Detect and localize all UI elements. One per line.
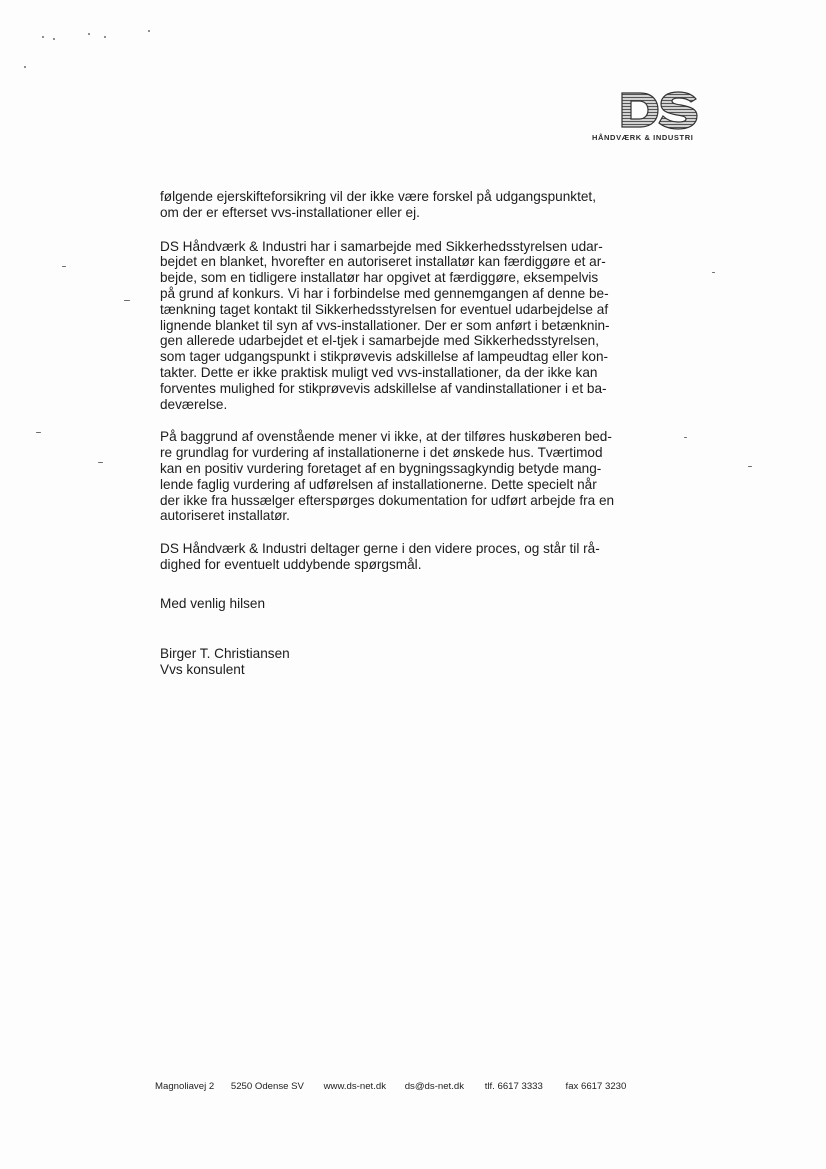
text-line: re grundlag for vurdering af installationerne i det ønskede hus. Tværtimod xyxy=(160,445,603,461)
scan-speck xyxy=(98,462,103,463)
signer-name: Birger T. Christiansen xyxy=(160,646,290,661)
text-line: På baggrund af ovenstående mener vi ikke, at der tilføres huskøberen bed- xyxy=(160,429,612,445)
text-line: gen allerede udarbejdet et el-tjek i samarbejde med Sikkerhedsstyrelsen, xyxy=(160,333,600,349)
scan-speck xyxy=(62,266,66,267)
text-line: autoriseret installatør. xyxy=(160,508,290,524)
text-line: DS Håndværk & Industri har i samarbejde med Sikkerhedsstyrelsen udar- xyxy=(160,238,603,254)
company-logo xyxy=(592,90,728,148)
text-line: tænkning taget kontakt til Sikkerhedsstyrelsen for eventuel udarbejdelse af xyxy=(160,301,609,317)
letter-footer xyxy=(155,1081,626,1092)
text-line: dighed for eventuelt uddybende spørgsmål. xyxy=(160,556,422,572)
scan-speck xyxy=(748,466,752,467)
footer-city: 5250 Odense SV xyxy=(230,1081,304,1092)
text-line: bejdet en blanket, hvorefter en autoriseret installatør kan færdiggøre et ar- xyxy=(160,254,606,270)
scan-speck xyxy=(124,300,130,301)
signer-title: Vvs konsulent xyxy=(160,662,245,677)
ds-logo-icon xyxy=(620,90,700,130)
text-line: forventes mulighed for stikprøvevis adskillelse af vandinstallationer i et ba- xyxy=(160,380,607,396)
text-line: om der er efterset vvs-installationer eller ej. xyxy=(160,204,420,220)
scan-speck xyxy=(712,272,715,273)
scan-speck xyxy=(24,66,26,68)
paragraph xyxy=(160,239,652,413)
text-line: kan en positiv vurdering foretaget af en bygningssagkyndig betyde mang- xyxy=(160,460,602,476)
footer-street: Magnoliavej 2 xyxy=(155,1081,215,1092)
text-line: lignende blanket til syn af vvs-installationer. Der er som anført i betænknin- xyxy=(160,317,610,333)
footer-website: www.ds-net.dk xyxy=(323,1081,387,1092)
paragraph xyxy=(160,429,652,524)
scan-speck xyxy=(148,30,150,32)
paragraph xyxy=(160,189,652,221)
text-line: DS Håndværk & Industri deltager gerne i den videre proces, og står til rå- xyxy=(160,541,600,557)
text-line: deværelse. xyxy=(160,396,228,412)
text-line: på grund af konkurs. Vi har i forbindelse med gennemgangen af denne be- xyxy=(160,285,609,301)
text-line: der ikke fra hussælger efterspørges dokumentation for udført arbejde fra en xyxy=(160,492,615,508)
paragraph xyxy=(160,541,652,573)
text-line: bejde, som en tidligere installatør har opgivet at færdiggøre, eksempelvis xyxy=(160,270,599,286)
text-line: følgende ejerskifteforsikring vil der ikke være forskel på udgangspunktet, xyxy=(160,189,596,204)
scan-speck xyxy=(88,33,90,35)
scan-speck xyxy=(104,36,106,38)
footer-fax: fax 6617 3230 xyxy=(565,1081,627,1092)
scan-speck xyxy=(42,36,44,38)
footer-email: ds@ds-net.dk xyxy=(404,1081,465,1092)
scan-speck xyxy=(684,437,687,438)
scan-speck xyxy=(36,432,41,433)
scan-speck xyxy=(53,38,55,40)
text-line: lende faglig vurdering af udførelsen af installationerne. Dette specielt når xyxy=(160,476,597,492)
signature-block xyxy=(160,646,290,678)
footer-phone: tlf. 6617 3333 xyxy=(484,1081,543,1092)
letter-body xyxy=(160,189,652,589)
logo-caption: HÅNDVÆRK & INDUSTRI xyxy=(592,133,694,142)
text-line: som tager udgangspunkt i stikprøvevis adskillelse af lampeudtag eller kon- xyxy=(160,349,609,365)
closing-salutation: Med venlig hilsen xyxy=(160,596,266,611)
text-line: takter. Dette er ikke praktisk muligt ved vvs-installationer, da der ikke kan xyxy=(160,364,598,380)
